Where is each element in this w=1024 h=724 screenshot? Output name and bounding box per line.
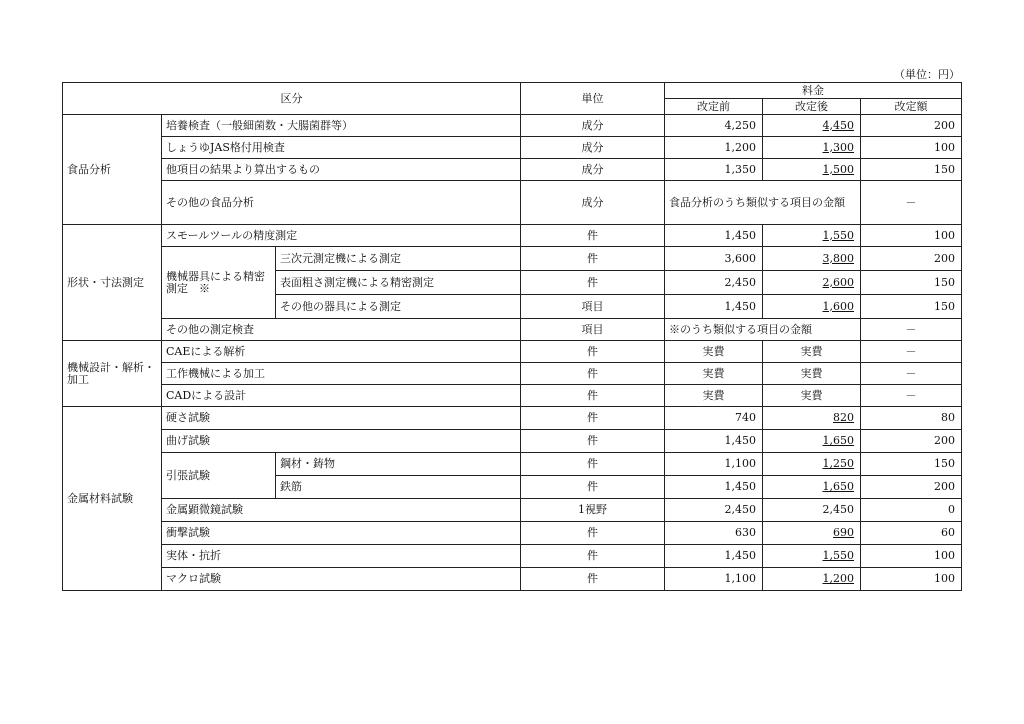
subgroup-label: 機械器具による精密測定 ※: [162, 247, 276, 319]
price-before: 1,450: [665, 430, 763, 453]
item-name: 培養検査（一般細菌数・大腸菌群等）: [162, 115, 521, 137]
price-after: 690: [763, 522, 861, 545]
table-row: [63, 363, 962, 385]
unit-cell: 件: [521, 271, 665, 295]
table-row: [63, 568, 962, 591]
table-row: [63, 453, 962, 476]
unit-cell: 項目: [521, 319, 665, 341]
header-after: 改定後: [763, 99, 861, 115]
price-diff: －: [861, 363, 962, 385]
price-diff: －: [861, 319, 962, 341]
price-diff: －: [861, 341, 962, 363]
item-name: 鉄筋: [276, 476, 521, 499]
item-name: 硬さ試験: [162, 407, 521, 430]
price-diff: －: [861, 385, 962, 407]
item-name: 工作機械による加工: [162, 363, 521, 385]
item-name: マクロ試験: [162, 568, 521, 591]
item-name: しょうゆJAS格付用検査: [162, 137, 521, 159]
subgroup-label: 引張試験: [162, 453, 276, 499]
item-name: その他の器具による測定: [276, 295, 521, 319]
price-after: 1,550: [763, 225, 861, 247]
item-name: CAEによる解析: [162, 341, 521, 363]
price-diff: 200: [861, 430, 962, 453]
price-after: 1,250: [763, 453, 861, 476]
price-after: 4,450: [763, 115, 861, 137]
price-before: 1,100: [665, 568, 763, 591]
price-before: 1,450: [665, 545, 763, 568]
item-name: 他項目の結果より算出するもの: [162, 159, 521, 181]
unit-cell: 件: [521, 407, 665, 430]
price-before: 1,350: [665, 159, 763, 181]
price-before: 2,450: [665, 271, 763, 295]
group-label: 形状・寸法測定: [63, 225, 162, 341]
table-row: [63, 137, 962, 159]
unit-cell: 件: [521, 545, 665, 568]
unit-cell: 件: [521, 341, 665, 363]
fee-table: [62, 82, 962, 591]
item-name: 表面粗さ測定機による精密測定: [276, 271, 521, 295]
price-diff: 150: [861, 295, 962, 319]
unit-cell: 件: [521, 522, 665, 545]
header-unit: 単位: [521, 83, 665, 115]
price-before: 4,250: [665, 115, 763, 137]
unit-cell: 成分: [521, 181, 665, 225]
unit-cell: 件: [521, 568, 665, 591]
unit-cell: 件: [521, 476, 665, 499]
unit-cell: 項目: [521, 295, 665, 319]
price-diff: 150: [861, 453, 962, 476]
table-row: [63, 407, 962, 430]
price-before: 630: [665, 522, 763, 545]
item-name: 衝撃試験: [162, 522, 521, 545]
table-row: [63, 159, 962, 181]
price-diff: 200: [861, 115, 962, 137]
price-before: 1,450: [665, 476, 763, 499]
group-label: 食品分析: [63, 115, 162, 225]
price-diff: 100: [861, 225, 962, 247]
table-row: [63, 522, 962, 545]
price-diff: 150: [861, 159, 962, 181]
price-after: 実費: [763, 341, 861, 363]
header-fee: 料金: [665, 83, 962, 99]
table-row: [63, 247, 962, 271]
price-diff: －: [861, 181, 962, 225]
unit-cell: 1視野: [521, 499, 665, 522]
item-name: スモールツールの精度測定: [162, 225, 521, 247]
price-diff: 100: [861, 568, 962, 591]
price-before: 1,100: [665, 453, 763, 476]
table-row: [63, 181, 962, 225]
price-diff: 80: [861, 407, 962, 430]
item-name: 三次元測定機による測定: [276, 247, 521, 271]
table-row: [63, 225, 962, 247]
item-name: 実体・抗折: [162, 545, 521, 568]
price-before: 2,450: [665, 499, 763, 522]
header-category: 区分: [63, 83, 521, 115]
price-before: 1,450: [665, 225, 763, 247]
price-after: 2,450: [763, 499, 861, 522]
price-after: 2,600: [763, 271, 861, 295]
price-diff: 150: [861, 271, 962, 295]
item-name: 鋼材・鋳物: [276, 453, 521, 476]
price-after: 1,550: [763, 545, 861, 568]
price-diff: 60: [861, 522, 962, 545]
group-label: 金属材料試験: [63, 407, 162, 591]
table-row: [63, 499, 962, 522]
item-name: その他の食品分析: [162, 181, 521, 225]
item-name: 金属顕微鏡試験: [162, 499, 521, 522]
price-after: 1,650: [763, 430, 861, 453]
similar-item-note: ※のうち類似する項目の金額: [665, 319, 861, 341]
price-after: 1,650: [763, 476, 861, 499]
table-row: [63, 385, 962, 407]
table-row: [63, 341, 962, 363]
unit-cell: 件: [521, 385, 665, 407]
table-row: [63, 545, 962, 568]
price-after: 1,200: [763, 568, 861, 591]
price-before: 実費: [665, 341, 763, 363]
item-name: CADによる設計: [162, 385, 521, 407]
price-before: 実費: [665, 363, 763, 385]
unit-cell: 件: [521, 453, 665, 476]
unit-cell: 件: [521, 363, 665, 385]
price-before: 実費: [665, 385, 763, 407]
header-before: 改定前: [665, 99, 763, 115]
unit-cell: 件: [521, 225, 665, 247]
item-name: 曲げ試験: [162, 430, 521, 453]
table-row: [63, 319, 962, 341]
unit-cell: 成分: [521, 159, 665, 181]
price-after: 1,300: [763, 137, 861, 159]
similar-item-note: 食品分析のうち類似する項目の金額: [665, 181, 861, 225]
item-name: その他の測定検査: [162, 319, 521, 341]
unit-cell: 成分: [521, 137, 665, 159]
price-before: 3,600: [665, 247, 763, 271]
unit-note: （単位：円）: [894, 68, 960, 81]
unit-cell: 件: [521, 247, 665, 271]
price-after: 3,800: [763, 247, 861, 271]
price-diff: 100: [861, 137, 962, 159]
price-diff: 200: [861, 476, 962, 499]
table-row: [63, 430, 962, 453]
price-after: 1,600: [763, 295, 861, 319]
group-label: 機械設計・解析・加工: [63, 341, 162, 407]
price-after: 実費: [763, 363, 861, 385]
price-diff: 0: [861, 499, 962, 522]
price-diff: 100: [861, 545, 962, 568]
price-diff: 200: [861, 247, 962, 271]
price-before: 740: [665, 407, 763, 430]
unit-cell: 成分: [521, 115, 665, 137]
table-row: [63, 115, 962, 137]
price-after: 実費: [763, 385, 861, 407]
price-before: 1,450: [665, 295, 763, 319]
price-after: 1,500: [763, 159, 861, 181]
price-after: 820: [763, 407, 861, 430]
unit-cell: 件: [521, 430, 665, 453]
price-before: 1,200: [665, 137, 763, 159]
header-diff: 改定額: [861, 99, 962, 115]
